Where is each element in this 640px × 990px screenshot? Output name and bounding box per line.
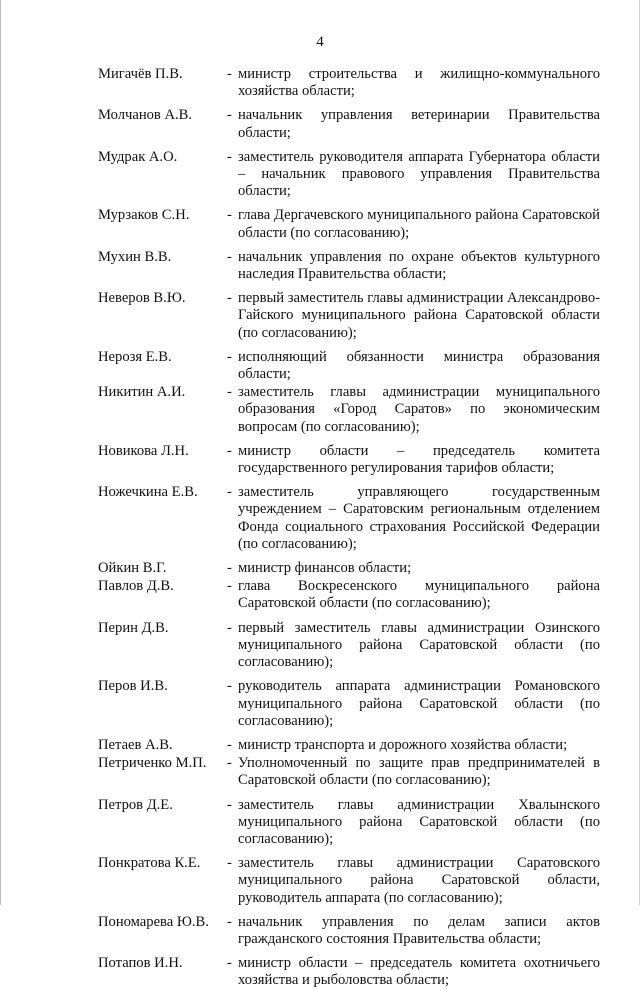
person-name: Потапов И.Н. [98,955,183,972]
person-name: Петров Д.Е. [98,796,173,813]
list-item [98,855,600,907]
position-description: заместитель главы администрации Хвалынского муниципального района Саратовской области (по согласованию); [238,796,600,847]
position-description: министр транспорта и дорожного хозяйства области; [238,736,568,753]
position-description: начальник управления ветеринарии Правительства области; [238,107,600,141]
list-item [98,207,600,241]
person-name: Неверов В.Ю. [98,290,186,307]
person-name: Ойкин В.Г. [98,560,167,577]
person-name: Молчанов А.В. [98,107,193,124]
entry-list [98,66,600,990]
position-description: министр области – председатель комитета государственного регулирования тарифов области; [238,442,600,477]
list-item [98,349,600,383]
position-description: заместитель управляющего государственным учреждением – Саратовским региональным отделением Фонда социального страхования Российской Федерации (по согласованию); [238,484,600,552]
dash-separator: - [227,578,232,595]
list-item [98,737,600,754]
person-name: Ножечкина Е.В. [98,484,198,501]
person-name: Мухин В.В. [98,248,172,265]
list-item [98,914,600,948]
position-description: глава Воскресенского муниципального района Саратовской области (по согласованию); [238,578,600,612]
list-item [98,797,600,849]
dash-separator: - [227,484,232,501]
position-description: министр финансов области; [238,560,412,577]
person-name: Перов И.В. [98,678,168,695]
list-item [98,560,600,577]
list-item [98,620,600,672]
list-item [98,578,600,612]
position-description: глава Дергачевского муниципального района Саратовской области (по согласованию); [238,207,600,241]
list-item [98,384,600,436]
person-name: Новикова Л.Н. [98,442,189,459]
page-number: 4 [316,34,324,50]
list-item [98,290,600,342]
person-name: Павлов Д.В. [98,578,174,595]
position-description: заместитель главы администрации Саратовского муниципального района Саратовской области, руководитель аппарата (по согласованию); [238,855,600,906]
dash-separator: - [227,207,232,224]
list-item [98,66,600,100]
person-name: Петриченко М.П. [98,755,207,772]
position-description: начальник управления по охране объектов культурного наследия Правительства области; [238,248,600,283]
dash-separator: - [227,678,232,695]
position-description: министр строительства и жилищно-коммунального хозяйства области; [238,66,600,100]
dash-separator: - [227,384,232,401]
list-item [98,678,600,730]
dash-separator: - [227,348,232,365]
list-item [98,955,600,989]
dash-separator: - [227,619,232,636]
dash-separator: - [227,442,232,459]
dash-separator: - [227,855,232,872]
person-name: Мигачёв П.В. [98,66,183,82]
dash-separator: - [227,248,232,265]
person-name: Петаев А.В. [98,736,173,753]
dash-separator: - [227,755,232,772]
dash-separator: - [227,913,232,930]
dash-separator: - [227,148,232,165]
person-name: Никитин А.И. [98,384,186,401]
position-description: Уполномоченный по защите прав предпринимателей в Саратовской области (по согласованию); [238,755,600,789]
dash-separator: - [227,107,232,124]
dash-separator: - [227,290,232,307]
dash-separator: - [227,66,232,82]
dash-separator: - [227,796,232,813]
position-description: начальник управления по делам записи актов гражданского состояния Правительства области; [238,913,600,947]
list-item [98,755,600,789]
person-name: Понкратова К.Е. [98,855,201,872]
position-description: первый заместитель главы администрации Озинского муниципального района Саратовской области (по согласованию); [238,619,600,671]
position-description: первый заместитель главы администрации Александрово-Гайского муниципального района Саратовской области (по согласованию); [238,290,600,341]
list-item [98,443,600,477]
position-description: руководитель аппарата администрации Романовского муниципального района Саратовской области (по согласованию); [238,678,600,729]
position-description: исполняющий обязанности министра образования области; [238,348,600,383]
person-name: Пономарева Ю.В. [98,913,209,930]
dash-separator: - [227,955,232,972]
list-item [98,149,600,201]
dash-separator: - [227,560,232,577]
list-item [98,107,600,141]
position-description: заместитель руководителя аппарата Губернатора области – начальник правового управления Правительства области; [238,148,600,200]
person-name: Перин Д.В. [98,619,169,636]
person-name: Мудрак А.О. [98,148,178,165]
position-description: министр области – председатель комитета охотничьего хозяйства и рыболовства области; [238,955,600,989]
person-name: Мурзаков С.Н. [98,207,190,224]
list-item [98,484,600,553]
person-name: Нерозя Е.В. [98,348,172,365]
list-item [98,249,600,283]
position-description: заместитель главы администрации муниципального образования «Город Саратов» по экономическим вопросам (по согласованию); [238,384,600,435]
dash-separator: - [227,736,232,753]
